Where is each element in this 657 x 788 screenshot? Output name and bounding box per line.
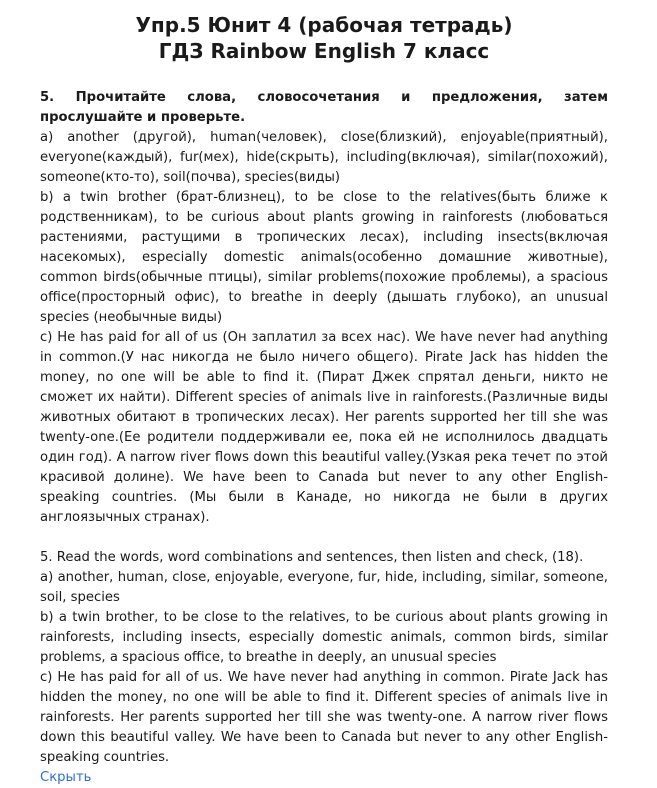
original-part-a: a) another, human, close, enjoyable, everyone, fur, hide, including, similar, someone, soil, species — [40, 570, 608, 605]
original-heading: 5. Read the words, word combinations and sentences, then listen and check, (18). — [40, 550, 584, 565]
hide-link[interactable]: Скрыть — [40, 770, 92, 785]
exercise-content — [40, 88, 608, 788]
translation-part-c: c) He has paid for all of us (Он заплатил за всех нас). We have never had anything in common.(У нас никогда не было ничего общего). Pirate Jack has hidden the money, no one will be able to find it. (Пират Джек спрятал деньги, никто не сможет их найти). Different species of animals live in rainforests.(Различные виды животных обитают в тропических лесах). Her parents supported her till she was twenty-one.(Ее родители поддерживали ее, пока ей не исполнилось двадцать один год). A narrow river flows down this beautiful valley.(Узкая река течет по этой красивой долине). We have been to Canada but never to any other English-speaking countries. (Мы были в Канаде, но никогда не были в других англоязычных странах). — [40, 330, 608, 525]
title-line-2: ГДЗ Rainbow English 7 класс — [158, 39, 490, 63]
title-line-1: Упр.5 Юнит 4 (рабочая тетрадь) — [135, 13, 513, 37]
translation-part-b: b) a twin brother (брат-близнец), to be close to the relatives(быть ближе к родственникам), to be curious about plants growing in rainforests (любоваться растениями, растущими в тропических лесах), including insects(включая насекомых), especially domestic animals(особенно домашние животные), common birds(обычные птицы), similar problems(похожие проблемы), a spacious office(просторный офис), to breathe in deeply (дышать глубоко), an unusual species (необычные виды) — [40, 190, 608, 325]
original-part-c: c) He has paid for all of us. We have never had anything in common. Pirate Jack has hidden the money, no one will be able to find it. Different species of animals live in rainforests. Her parents supported her till she was twenty-one. A narrow river flows down this beautiful valley. We have been to Canada but never to any other English-speaking countries. — [40, 670, 608, 765]
section-spacer — [40, 528, 608, 548]
translation-part-a: a) another (другой), human(человек), close(близкий), enjoyable(приятный), everyone(каждый), fur(мех), hide(скрыть), including(включая), similar(похожий), someone(кто-то), soil(почва), species(виды) — [40, 130, 608, 185]
translation-heading: 5. Прочитайте слова, словосочетания и предложения, затем прослушайте и проверьте. — [40, 90, 608, 125]
original-part-b: b) a twin brother, to be close to the relatives, to be curious about plants growing in rainforests, including insects, especially domestic animals, common birds, similar problems, a spacious office, to breathe in deeply, an unusual species — [40, 610, 608, 665]
page-title — [40, 12, 608, 64]
